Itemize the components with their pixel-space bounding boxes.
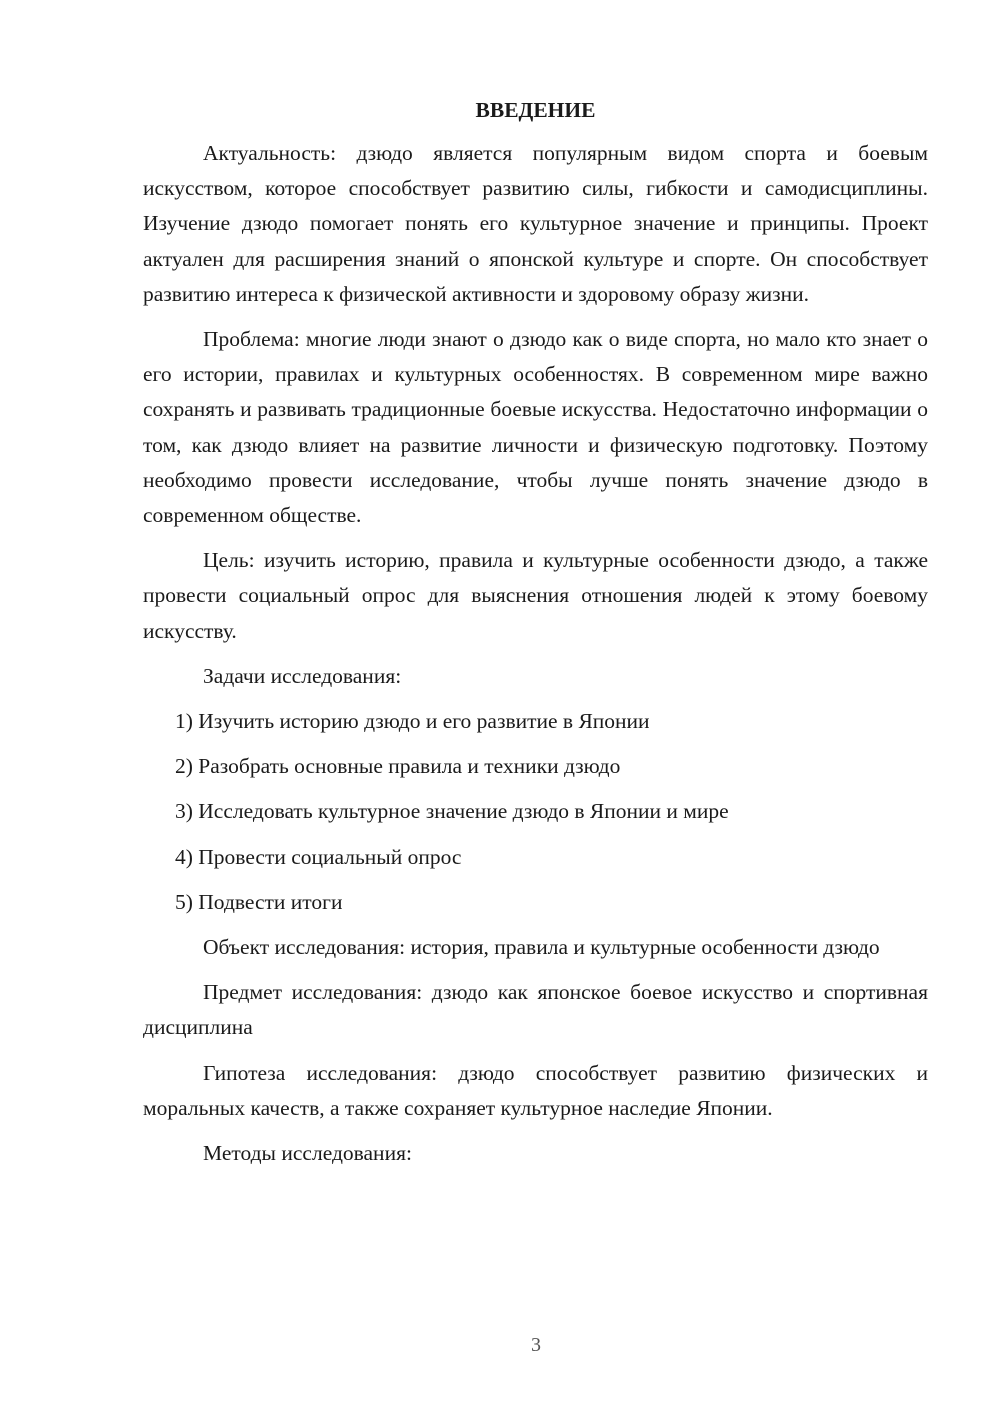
paragraph-relevance: Актуальность: дзюдо является популярным видом спорта и боевым искусством, которое способствует развитию силы, гибкости и самодисциплины. Изучение дзюдо помогает понять его культурное значение и принципы. Проект актуален для расширения знаний о японской культуре и спорте. Он способствует развитию интереса к физической активности и здоровому образу жизни. (143, 141, 928, 306)
paragraph-hypothesis: Гипотеза исследования: дзюдо способствует развитию физических и моральных качеств, а также сохраняет культурное наследие Японии. (143, 1060, 928, 1120)
document-page (143, 92, 928, 1181)
section-title: ВВЕДЕНИЕ (475, 98, 596, 122)
tasks-heading: Задачи исследования: (203, 663, 402, 688)
paragraph-goal: Цель: изучить историю, правила и культурные особенности дзюдо, а также провести социальный опрос для выяснения отношения людей к этому боевому искусству. (143, 548, 928, 643)
tasks-list (143, 704, 928, 920)
list-item: 5) Подвести итоги (175, 889, 343, 914)
methods-heading: Методы исследования: (203, 1141, 412, 1166)
paragraph-problem: Проблема: многие люди знают о дзюдо как о виде спорта, но мало кто знает о его истории, правилах и культурных особенностях. В современном мире важно сохранять и развивать традиционные боевые искусства. Недостаточно информации о том, как дзюдо влияет на развитие личности и физическую подготовку. Поэтому необходимо провести исследование, чтобы лучше понять значение дзюдо в современном обществе. (143, 327, 928, 528)
page-number: 3 (531, 1334, 541, 1356)
list-item: 2) Разобрать основные правила и техники дзюдо (175, 754, 621, 779)
paragraph-subject: Предмет исследования: дзюдо как японское боевое искусство и спортивная дисциплина (143, 980, 928, 1040)
list-item: 4) Провести социальный опрос (175, 844, 462, 869)
paragraph-object: Объект исследования: история, правила и культурные особенности дзюдо (203, 935, 880, 960)
list-item: 1) Изучить историю дзюдо и его развитие в Японии (175, 709, 650, 734)
list-item: 3) Исследовать культурное значение дзюдо в Японии и мире (175, 799, 729, 824)
